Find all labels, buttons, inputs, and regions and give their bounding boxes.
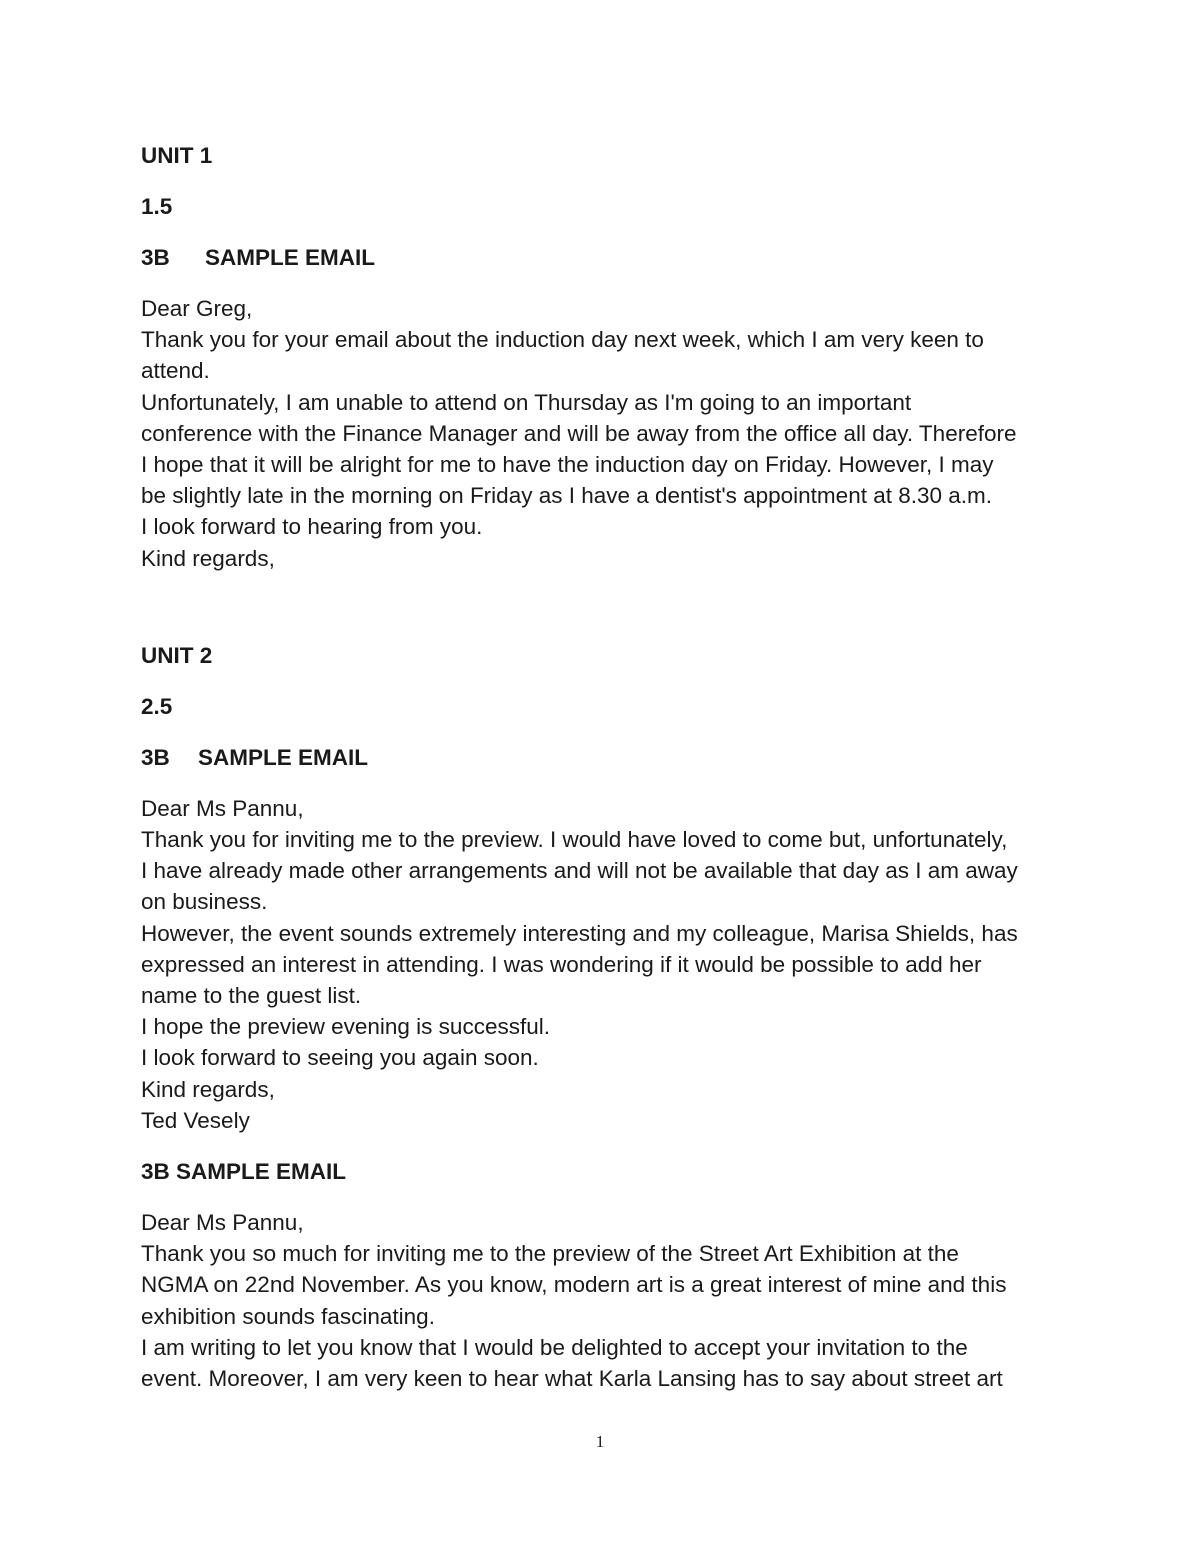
unit2-section-number: 2.5 <box>141 693 173 719</box>
email-line: I hope that it will be alright for me to have the induction day on Friday. However, I may <box>141 452 994 478</box>
email-line: Thank you so much for inviting me to the preview of the Street Art Exhibition at the <box>141 1241 959 1267</box>
email-line: Kind regards, <box>141 545 275 571</box>
email-line: Thank you for inviting me to the preview. I would have loved to come but, unfortunately, <box>141 827 1008 853</box>
email-line: Kind regards, <box>141 1076 275 1102</box>
unit2-second-email <box>141 1207 1071 1394</box>
document-body <box>141 140 1071 1394</box>
email-line: conference with the Finance Manager and will be away from the office all day. Therefore <box>141 420 1017 446</box>
unit1-title: UNIT 1 <box>141 143 213 168</box>
unit2-title: UNIT 2 <box>141 642 213 668</box>
unit1-task-heading <box>141 242 1071 273</box>
email-line: name to the guest list. <box>141 983 362 1009</box>
unit1-task-title: SAMPLE EMAIL <box>205 245 376 270</box>
email-line: Unfortunately, I am unable to attend on Thursday as I'm going to an important <box>141 389 912 415</box>
email-line: Dear Greg, <box>141 296 253 321</box>
page-number: 1 <box>595 1432 605 1451</box>
unit1-task-code: 3B <box>141 245 170 270</box>
email-line: be slightly late in the morning on Friday as I have a dentist's appointment at 8.30 a.m. <box>141 483 993 509</box>
email-line: However, the event sounds extremely interesting and my colleague, Marisa Shields, has <box>141 920 1018 946</box>
email-line: NGMA on 22nd November. As you know, modern art is a great interest of mine and this <box>141 1272 1007 1298</box>
unit2-task-title: SAMPLE EMAIL <box>198 744 369 770</box>
email-line: expressed an interest in attending. I was wondering if it would be possible to add her <box>141 951 982 977</box>
email-line: Ted Vesely <box>141 1107 250 1133</box>
email-line: attend. <box>141 358 210 384</box>
email-line: Dear Ms Pannu, <box>141 1210 304 1236</box>
email-line: event. Moreover, I am very keen to hear what Karla Lansing has to say about street art <box>141 1366 1003 1392</box>
email-line: on business. <box>141 889 268 915</box>
unit1-section-number: 1.5 <box>141 194 173 219</box>
email-line: I am writing to let you know that I would be delighted to accept your invitation to the <box>141 1334 968 1360</box>
email-line: Thank you for your email about the induction day next week, which I am very keen to <box>141 327 984 353</box>
email-line: I look forward to hearing from you. <box>141 514 483 540</box>
unit2-second-task-heading: 3B SAMPLE EMAIL <box>141 1159 347 1185</box>
email-line: exhibition sounds fascinating. <box>141 1303 435 1329</box>
email-line: Dear Ms Pannu, <box>141 795 304 821</box>
unit2-task-heading <box>141 742 1071 773</box>
unit2-task-code: 3B <box>141 744 170 770</box>
email-line: I look forward to seeing you again soon. <box>141 1045 539 1071</box>
unit1-email <box>141 293 1071 574</box>
email-line: I hope the preview evening is successful. <box>141 1014 550 1040</box>
email-line: I have already made other arrangements and will not be available that day as I am away <box>141 858 1018 884</box>
unit2-email <box>141 793 1071 1136</box>
